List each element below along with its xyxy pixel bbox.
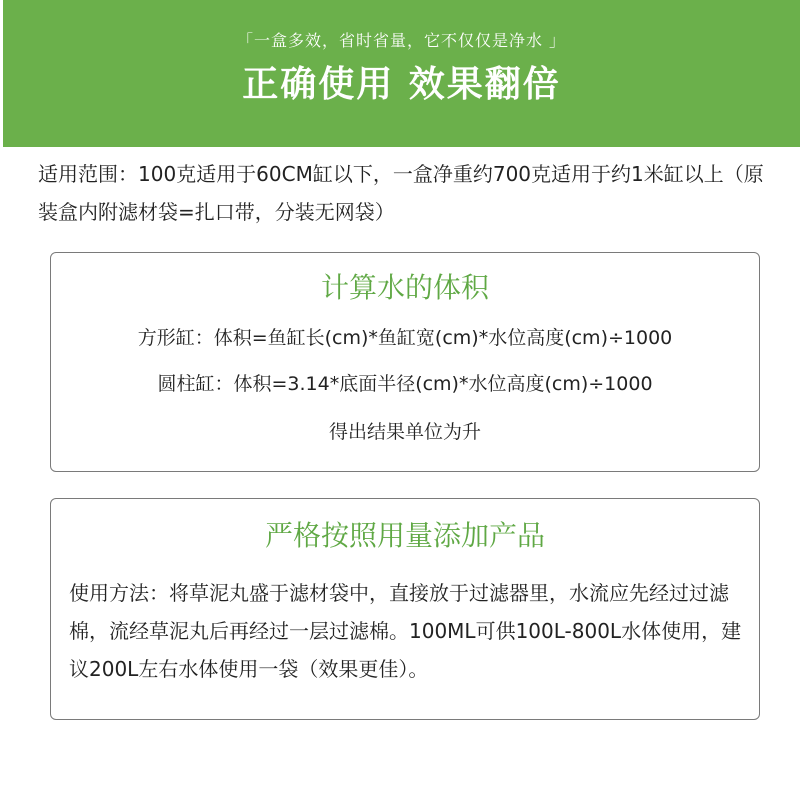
result-unit-note: 得出结果单位为升 [328,421,481,443]
scope-text: 适用范围：100克适用于60CM缸以下，一盒净重约700克适用于约1米缸以上（原装盒内附滤材袋=扎口带，分装无网袋） [38,162,764,224]
volume-calculation-box [50,252,760,472]
cylinder-tank-formula: 圆柱缸：体积=3.14*底面半径(cm)*水位高度(cm)÷1000 [157,373,653,395]
usage-instructions: 使用方法：将草泥丸盛于滤材袋中，直接放于过滤器里，水流应先经过过滤棉，流经草泥丸后再经过一层过滤棉。100ML可供100L-800L水体使用，建议200L左右水体使用一袋（效果更佳）。 [69,581,742,681]
header-title: 正确使用 效果翻倍 [242,64,561,105]
dosage-box-title: 严格按照用量添加产品 [264,519,545,552]
header-tagline: 「一盒多效，省时省量，它不仅仅是净水 」 [236,31,567,50]
square-tank-formula: 方形缸：体积=鱼缸长(cm)*鱼缸宽(cm)*水位高度(cm)÷1000 [137,327,673,349]
dosage-box [50,498,760,720]
volume-box-title: 计算水的体积 [320,271,489,304]
header-banner [3,0,800,147]
